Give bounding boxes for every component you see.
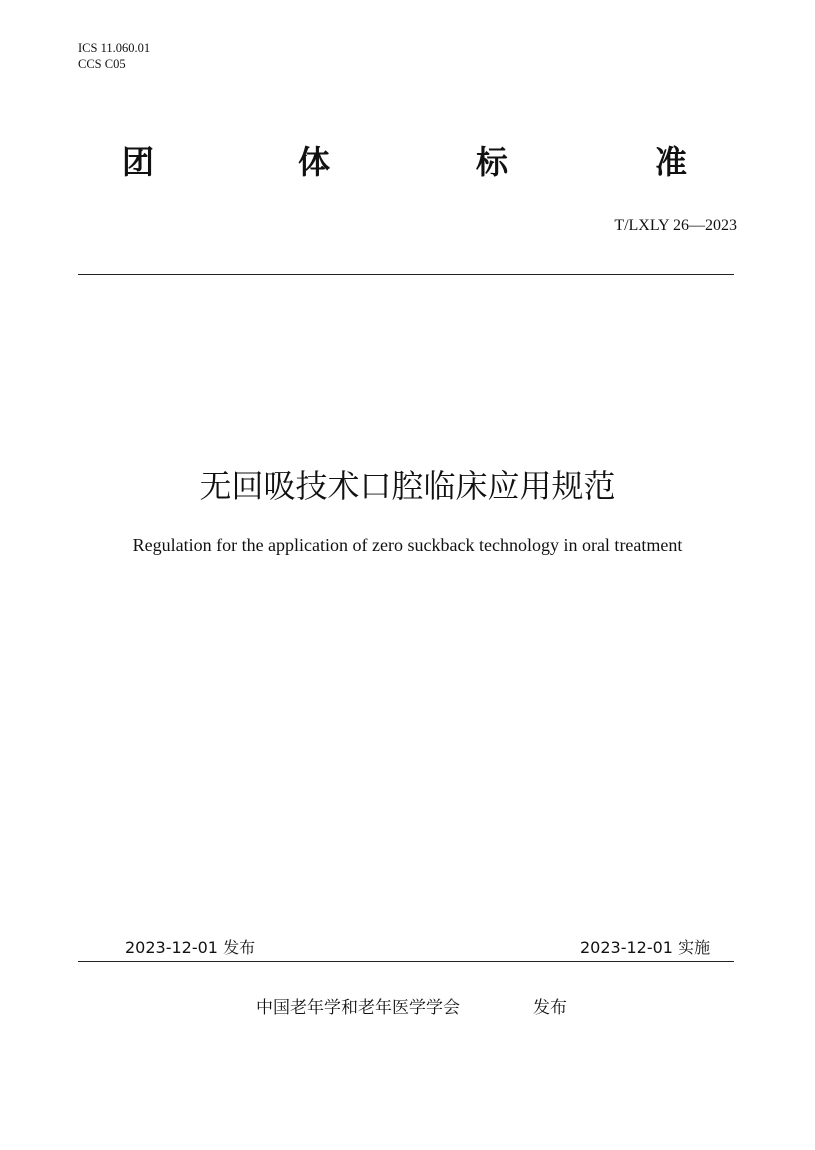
implementation-date: 2023-12-01 实施 <box>580 938 711 957</box>
publisher-line <box>0 996 815 1020</box>
standard-type-char-3: 标 <box>476 143 509 181</box>
standard-type-char-4: 准 <box>655 143 688 181</box>
ics-code: ICS 11.060.01 <box>78 41 151 55</box>
classification-codes <box>78 40 150 72</box>
ccs-code: CCS C05 <box>78 57 126 71</box>
publisher-name: 中国老年学和老年医学学会 <box>256 998 460 1018</box>
publisher-action: 发布 <box>533 998 567 1018</box>
standard-type-char-2: 体 <box>298 143 331 181</box>
issue-date: 2023-12-01 发布 <box>125 938 256 957</box>
standard-number: T/LXLY 26—2023 <box>614 217 737 234</box>
standard-type-heading <box>0 140 815 184</box>
standard-type-char-1: 团 <box>122 143 155 181</box>
title-english: Regulation for the application of zero suckback technology in oral treatment <box>132 535 683 555</box>
header-divider <box>78 274 734 275</box>
footer-divider <box>78 961 734 962</box>
title-chinese: 无回吸技术口腔临床应用规范 <box>199 467 616 505</box>
